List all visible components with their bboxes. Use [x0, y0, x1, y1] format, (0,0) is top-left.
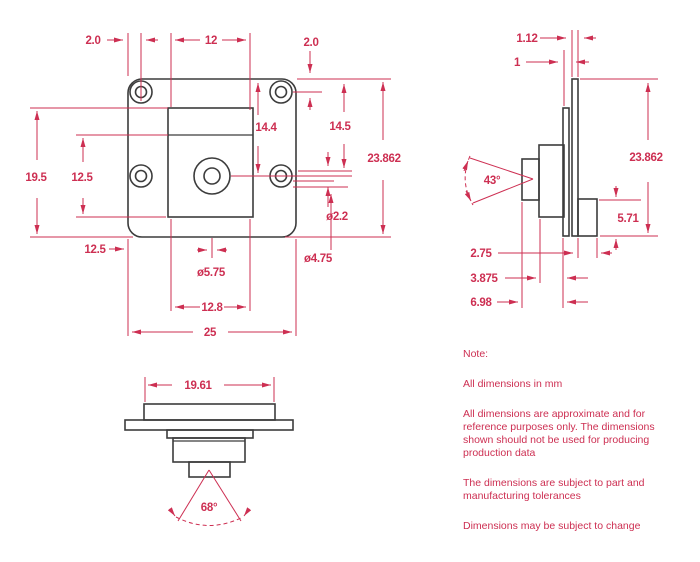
bottom-step	[167, 430, 253, 438]
side-connector-block	[578, 199, 597, 236]
notes-block	[463, 348, 663, 550]
dim-body-width: 19.61	[184, 380, 212, 392]
dim-flange-thickness: 1.12	[516, 33, 538, 45]
dim-inner-width: 12.8	[201, 302, 223, 314]
hole-bottom-left-outer	[130, 165, 152, 187]
dim-boss-diameter: ø4.75	[304, 253, 332, 265]
dim-left-height: 19.5	[25, 172, 47, 184]
lens-inner	[204, 168, 220, 184]
hole-top-right-outer	[270, 81, 292, 103]
dim-lens-diameter: ø5.75	[197, 267, 225, 279]
notes-tolerance: The dimensions are subject to part and manufacturing tolerances	[463, 477, 645, 502]
notes-change: Dimensions may be subject to change	[463, 520, 641, 532]
dim-connector-depth: 2.75	[470, 248, 492, 260]
dim-top-offset-left: 2.0	[85, 35, 101, 47]
notes-units: All dimensions in mm	[463, 378, 563, 390]
dim-overall-height-side: 23.862	[629, 152, 663, 164]
dim-top-inner-width: 12	[204, 35, 218, 47]
notes-title: Note:	[463, 348, 489, 360]
bottom-body	[144, 404, 275, 420]
dim-hole-pitch-vertical: 12.5	[71, 172, 93, 184]
side-flange-plate	[572, 79, 578, 236]
dim-top-to-hole-height: 14.5	[329, 121, 351, 133]
dim-horizontal-fov: 68°	[200, 502, 218, 514]
front-inner-body	[168, 108, 253, 217]
dim-vertical-fov: 43°	[483, 175, 501, 187]
dim-overall-height-front: 23.862	[367, 153, 401, 165]
dim-connector-height: 5.71	[617, 213, 639, 225]
dim-hole-diameter: ø2.2	[326, 211, 348, 223]
hole-top-right-inner	[276, 87, 287, 98]
dim-overall-width: 25	[203, 327, 217, 339]
side-view	[464, 30, 663, 309]
lens-outer	[194, 158, 230, 194]
side-housing	[539, 145, 564, 217]
dim-lens-assembly-depth: 6.98	[470, 297, 492, 309]
hole-bottom-left-inner	[136, 171, 147, 182]
front-view	[25, 33, 400, 339]
notes-disclaimer: All dimensions are approximate and for reference purposes only. The dimensions shown should not be used for producing production data	[463, 408, 655, 459]
dim-top-offset-right: 2.0	[303, 37, 319, 49]
dim-inner-height: 14.4	[255, 122, 277, 134]
bottom-flange	[125, 420, 293, 430]
bottom-view	[125, 377, 293, 526]
dim-housing-depth: 3.875	[470, 273, 498, 285]
dim-bottom-offset-left: 12.5	[84, 244, 106, 256]
dim-board-thickness: 1	[513, 57, 521, 69]
bottom-lens-tip	[189, 462, 230, 477]
